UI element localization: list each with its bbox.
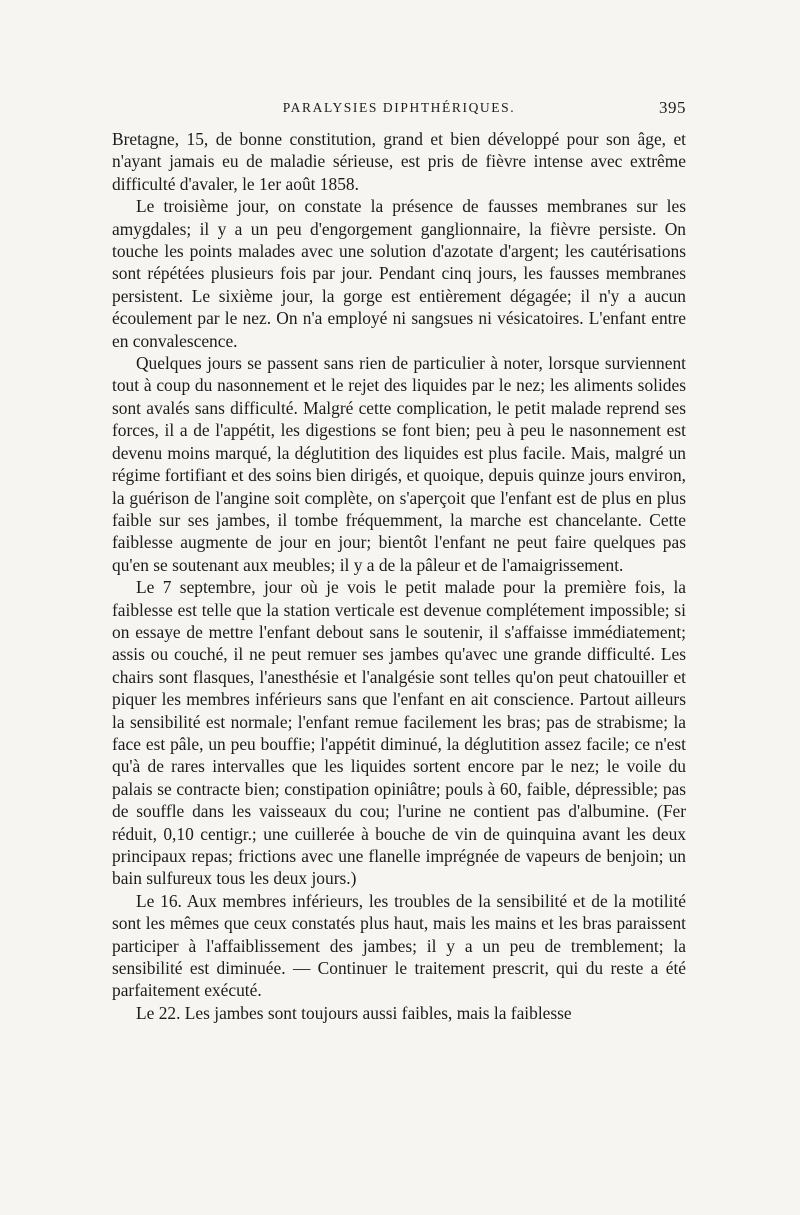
page-number: 395 (659, 98, 686, 117)
running-title: PARALYSIES DIPHTHÉRIQUES. (282, 100, 516, 115)
body-text (112, 128, 686, 1024)
paragraph: Quelques jours se passent sans rien de particulier à noter, lorsque surviennent tout à coup du nasonnement et le rejet des liquides par le nez; les aliments solides sont avalés sans difficulté. Malgré cette complication, le petit malade reprend ses forces, il a de l'appétit, les digestions se font bien; peu à peu le nasonnement est devenu moins marqué, la déglutition des liquides est plus facile. Mais, malgré un régime fortifiant et des soins bien dirigés, et quoique, depuis quinze jours environ, la guérison de l'angine soit complète, on s'aperçoit que l'enfant est de plus en plus faible sur ses jambes, il tombe fréquemment, la marche est chancelante. Cette faiblesse augmente de jour en jour; bientôt l'enfant ne peut faire quelques pas qu'en se soutenant aux meubles; il y a de la pâleur et de l'amaigrissement. (112, 353, 686, 575)
paragraph: Le 16. Aux membres inférieurs, les troubles de la sensibilité et de la motilité sont les mêmes que ceux constatés plus haut, mais les mains et les bras paraissent participer à l'affaiblissement des jambes; il y a un peu de tremblement; la sensibilité est diminuée. — Continuer le traitement prescrit, qui du reste a été parfaitement exécuté. (112, 890, 686, 1001)
paragraph: Le troisième jour, on constate la présence de fausses membranes sur les amygdales; il y a un peu d'engorgement ganglionnaire, la fièvre persiste. On touche les points malades avec une solution d'azotate d'argent; les cautérisations sont répétées plusieurs fois par jour. Pendant cinq jours, les fausses membranes persistent. Le sixième jour, la gorge est entièrement dégagée; il n'y a aucun écoulement par le nez. On n'a employé ni sangsues ni vésicatoires. L'enfant entre en convalescence. (112, 196, 686, 351)
running-header (112, 96, 686, 122)
paragraph: Le 22. Les jambes sont toujours aussi faibles, mais la faiblesse (136, 1002, 572, 1023)
book-page (112, 96, 686, 1024)
paragraph: Le 7 septembre, jour où je vois le petit malade pour la première fois, la faiblesse est telle que la station verticale est devenue complétement impossible; si on essaye de mettre l'enfant debout sans le soutenir, il s'affaisse immédiatement; assis ou couché, il ne peut remuer ses jambes qu'avec une grande difficulté. Les chairs sont flasques, l'anesthésie et l'analgésie sont telles qu'on peut chatouiller et piquer les membres inférieurs sans que l'enfant en ait conscience. Partout ailleurs la sensibilité est normale; l'enfant remue facilement les bras; pas de strabisme; la face est pâle, un peu bouffie; l'appétit diminué, la déglutition assez facile; ce n'est qu'à de rares intervalles que les liquides sortent encore par le nez; le voile du palais se contracte bien; constipation opiniâtre; pouls à 60, faible, dépressible; pas de souffle dans les vaisseaux du cou; l'urine ne contient pas d'albumine. (Fer réduit, 0,10 centigr.; une cuillerée à bouche de vin de quinquina avant les deux principaux repas; frictions avec une flanelle imprégnée de vapeurs de benjoin; un bain sulfureux tous les deux jours.) (112, 577, 686, 889)
paragraph: Bretagne, 15, de bonne constitution, grand et bien développé pour son âge, et n'ayant jamais eu de maladie sérieuse, est pris de fièvre intense avec extrême difficulté d'avaler, le 1er août 1858. (112, 129, 686, 194)
